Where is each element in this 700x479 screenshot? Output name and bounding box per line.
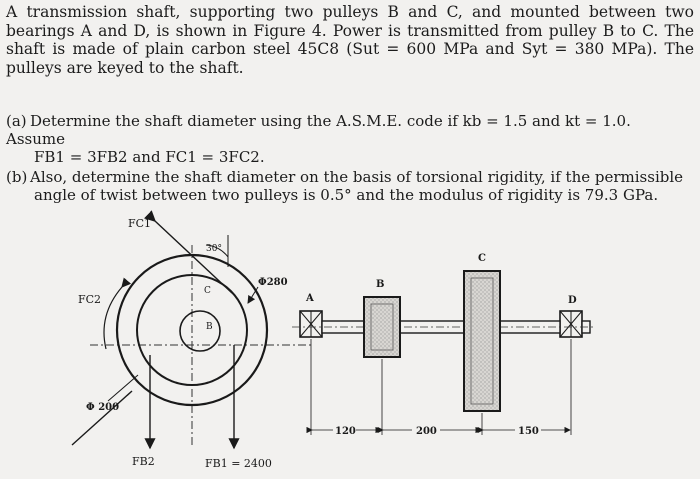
force-c2-line (72, 391, 132, 445)
problem-intro: A transmission shaft, supporting two pulleys B and C, and mounted between two bearings A and D, is shown in Figure 4. Power is transmitted from pulley B to C. The shaft is made of plain carbon steel 45C8 (Sut = 600 MPa and Syt = 380 MPa). The pulleys are keyed to the shaft. (6, 3, 694, 77)
bearing-a-label: A (306, 293, 314, 304)
problem-parts (6, 112, 694, 206)
force-c1-label: FC1 (128, 217, 152, 230)
dim-3-label: 150 (518, 426, 539, 437)
part-a-line2: FB1 = 3FB2 and FC1 = 3FC2. (34, 148, 265, 166)
force-c2-label: FC2 (78, 293, 102, 306)
part-b-line1: Also, determine the shaft diameter on the basis of torsional rigidity, if the permissible (30, 168, 684, 186)
angle-label: 30° (206, 244, 222, 254)
shaft-side-view (292, 253, 596, 437)
hub-outline (180, 311, 220, 351)
part-b-line2: angle of twist between two pulleys is 0.5° and the modulus of rigidity is 79.3 GPa. (34, 186, 659, 204)
dim-1-label: 120 (335, 426, 356, 437)
force-b1-label: FB1 = 2400 (205, 457, 272, 470)
dia-c-label: Φ280 (258, 277, 288, 288)
pulley-b-label: B (376, 279, 385, 290)
pulley-b (364, 297, 400, 357)
label-c-small: C (204, 286, 211, 296)
dia-b-label: Φ 200 (86, 402, 120, 413)
bearing-d-label: D (568, 295, 577, 306)
part-a-line1: Determine the shaft diameter using the A.S.M.E. code if kb = 1.5 and kt = 1.0. Assume (6, 112, 631, 148)
label-b-small: B (206, 322, 213, 332)
part-a-label: (a) (6, 112, 27, 130)
dim-2-label: 200 (416, 426, 437, 437)
force-b2-label: FB2 (132, 455, 155, 468)
figure-4 (0, 205, 700, 479)
pulley-c (464, 271, 500, 411)
part-b (6, 168, 694, 204)
pulley-c-label: C (478, 253, 486, 264)
pulley-end-view (72, 217, 312, 470)
part-b-label: (b) (6, 168, 28, 186)
part-a (6, 112, 694, 166)
